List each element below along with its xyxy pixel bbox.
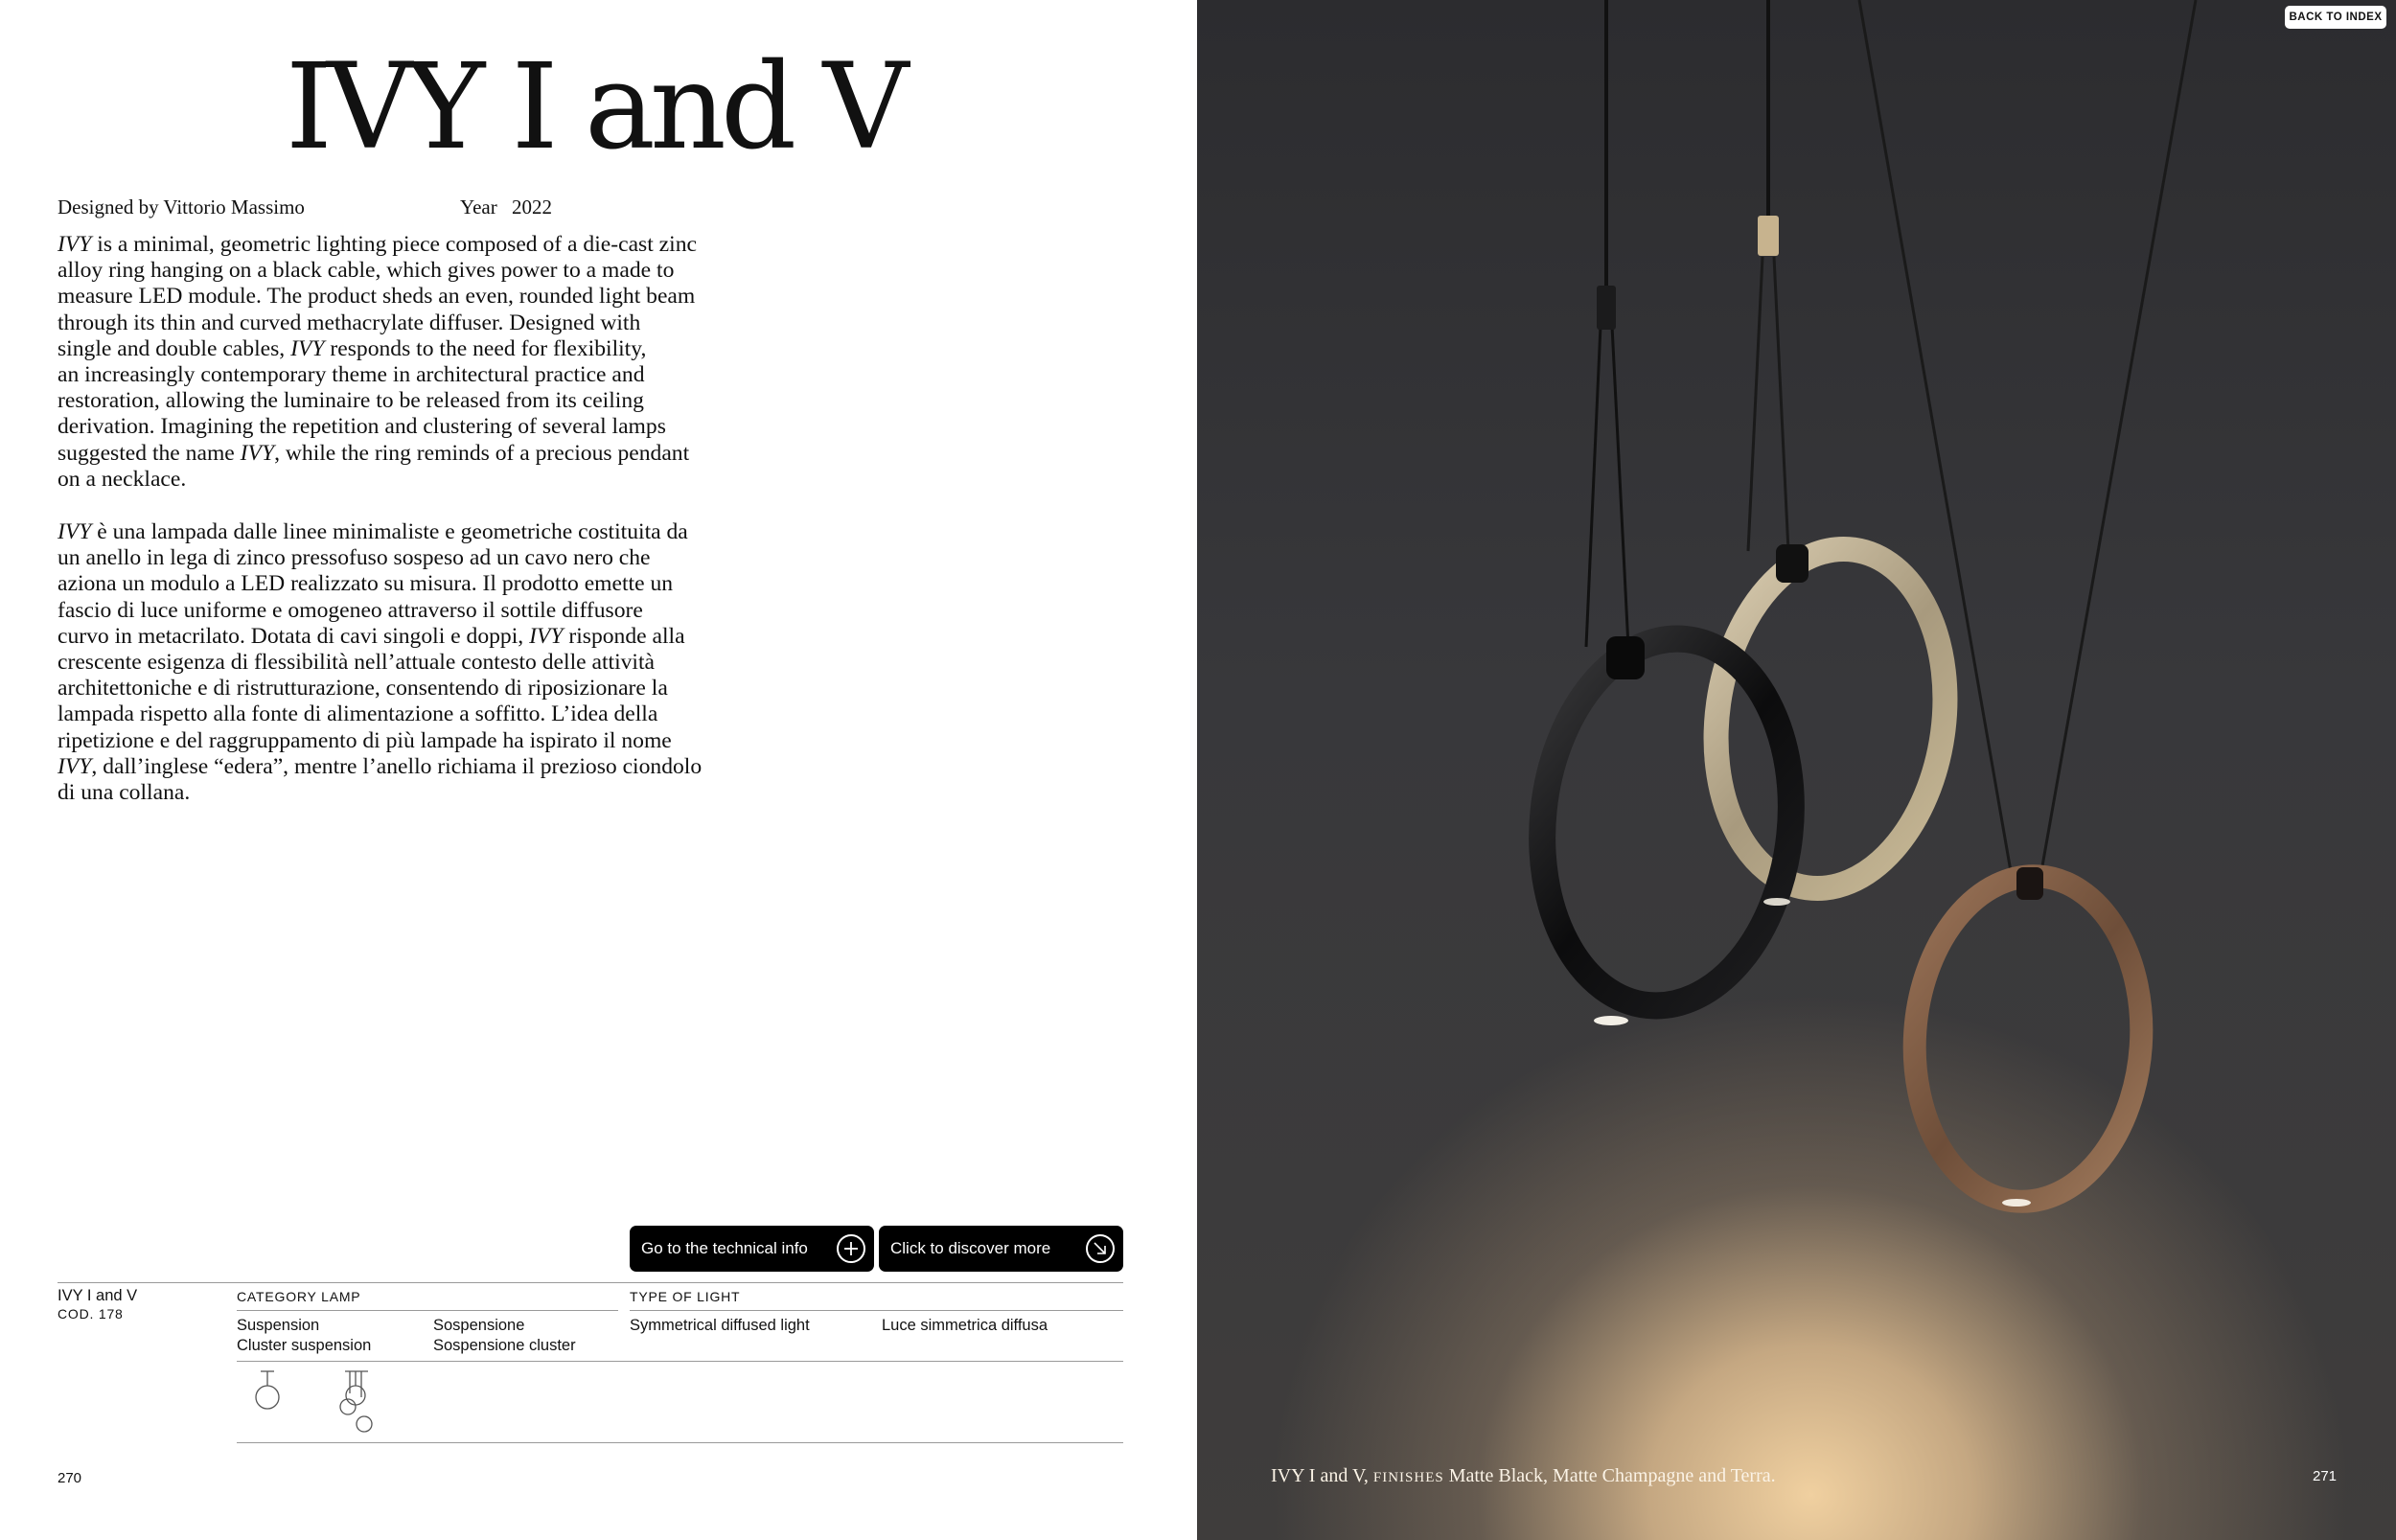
right-page [1197,0,2396,1540]
year-label: Year [460,195,497,218]
year-value: 2022 [511,195,552,218]
technical-info-label: Go to the technical info [641,1239,808,1257]
text-segment: curvo in metacrilato. Dotata di cavi singoli e doppi, [58,623,530,649]
text-segment: alloy ring hanging on a black cable, which gives power to a made to [58,258,675,284]
discover-more-label: Click to discover more [890,1239,1051,1257]
text-segment: measure LED module. The product sheds an even, rounded light beam [58,284,696,310]
caption-label: FINISHES [1372,1470,1444,1485]
body_en-line [58,362,740,388]
body_it-line [58,624,740,650]
page-number-left: 270 [58,1470,82,1486]
body_it-line [58,598,740,624]
table-top-rule [58,1282,1123,1283]
caption-finishes: Matte Black, Matte Champagne and Terra. [1448,1465,1776,1486]
product-name-italic: IVY [58,753,92,779]
body_it-line [58,650,740,676]
product-name-italic: IVY [240,440,275,466]
text-segment: un anello in lega di zinco pressofuso sospeso ad un cavo nero che [58,545,651,571]
body_en-line [58,414,740,440]
text-segment: aziona un modulo a LED realizzato su misura. Il prodotto emette un [58,571,674,597]
plus-circle-icon [837,1234,865,1263]
category-en-1: Suspension [237,1317,320,1334]
description-english [58,232,740,493]
table-bottom-rule [237,1442,1123,1443]
photo-caption [1271,1465,1776,1487]
text-segment: on a necklace. [58,466,187,492]
body_en-line [58,388,740,414]
body_it-line [58,676,740,701]
light-type-en: Symmetrical diffused light [630,1317,810,1334]
body_en-line [58,441,740,467]
left-page [0,0,1197,1540]
light-type-it: Luce simmetrica diffusa [882,1317,1048,1334]
product-code: COD. 178 [58,1306,124,1322]
technical-info-button[interactable] [630,1226,874,1272]
light-type-header: TYPE OF LIGHT [630,1289,741,1304]
category-it-2: Sospensione cluster [433,1337,576,1354]
single-suspension-icon [251,1368,299,1426]
category-header-rule [237,1310,618,1311]
product-photo [1197,0,2396,1540]
text-segment: fascio di luce uniforme e omogeneo attraverso il sottile diffusore [58,597,643,623]
text-segment: responds to the need for flexibility, [324,335,647,361]
text-segment: an increasingly contemporary theme in architectural practice and [58,362,645,388]
body_it-line [58,754,740,780]
category-en-2: Cluster suspension [237,1337,372,1354]
page-title: IVY I and V [285,38,904,176]
caption-name: IVY I and V, [1271,1465,1369,1486]
text-segment: through its thin and curved methacrylate diffuser. Designed with [58,310,641,335]
text-segment: restoration, allowing the luminaire to be released from its ceiling [58,388,644,414]
product-name-italic: IVY [290,335,325,361]
text-segment: è una lampada dalle linee minimaliste e geometriche costituita da [91,519,688,544]
arrow-down-right-circle-icon [1086,1234,1115,1263]
year-info [460,195,552,219]
text-segment: suggested the name [58,440,241,466]
body_it-line [58,571,740,597]
text-segment: architettoniche e di ristrutturazione, consentendo di riposizionare la [58,676,668,701]
text-segment: lampada rispetto alla fonte di alimentazione a soffitto. L’idea della [58,701,658,727]
text-segment: risponde alla [563,623,685,649]
body_en-line [58,467,740,493]
description-italian [58,519,740,806]
category-it-1: Sospensione [433,1317,525,1334]
text-segment: single and double cables, [58,335,291,361]
product-name-italic: IVY [58,232,92,257]
body_en-line [58,310,740,336]
back-to-index-button[interactable]: BACK TO INDEX [2285,6,2386,29]
page-number-right: 271 [2313,1468,2338,1484]
designer-credit: Designed by Vittorio Massimo [58,195,305,218]
product-name-italic: IVY [58,519,92,544]
body_it-line [58,728,740,754]
body_it-line [58,519,740,545]
discover-more-button[interactable] [879,1226,1123,1272]
body_it-line [58,780,740,806]
cluster-suspension-icon [335,1368,383,1436]
text-segment: , while the ring reminds of a precious pendant [274,440,690,466]
body_en-line [58,258,740,284]
light-header-rule [630,1310,1123,1311]
product-name: IVY I and V [58,1287,138,1304]
table-middle-rule [237,1361,1123,1362]
text-segment: di una collana. [58,780,191,806]
text-segment: crescente esigenza di flessibilità nell’attuale contesto delle attività [58,650,656,676]
body_it-line [58,701,740,727]
text-segment: is a minimal, geometric lighting piece composed of a die-cast zinc [91,232,697,257]
body_en-line [58,284,740,310]
body_it-line [58,545,740,571]
text-segment: , dall’inglese “edera”, mentre l’anello richiama il prezioso ciondolo [91,753,703,779]
body_en-line [58,232,740,258]
text-segment: derivation. Imagining the repetition and clustering of several lamps [58,414,666,440]
category-header: CATEGORY LAMP [237,1289,361,1304]
product-name-italic: IVY [529,623,564,649]
body_en-line [58,336,740,362]
text-segment: ripetizione e del raggruppamento di più lampade ha ispirato il nome [58,727,672,753]
